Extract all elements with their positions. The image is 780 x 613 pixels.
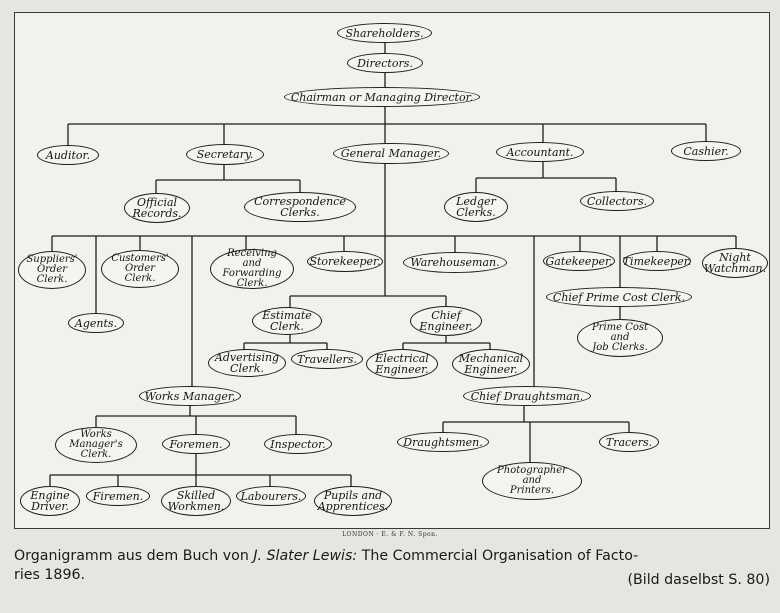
node-skilled-workmen: Skilled Workmen. xyxy=(161,486,231,516)
node-photographer-printers: Photographer and Printers. xyxy=(482,462,582,500)
node-night-watchman: Night Watchman. xyxy=(702,248,768,278)
node-foremen: Foremen. xyxy=(162,434,230,454)
node-official-records: Official Records. xyxy=(124,193,190,223)
node-receiving-forwarding-clerk: Receiving and Forwarding Clerk. xyxy=(210,249,294,289)
node-chief-prime-cost-clerk: Chief Prime Cost Clerk. xyxy=(546,287,692,307)
caption-author: J. Slater Lewis: xyxy=(253,548,358,564)
caption-reference: (Bild daselbst S. 80) xyxy=(627,572,770,588)
caption-line2: ries 1896. xyxy=(14,567,86,583)
node-agents: Agents. xyxy=(68,313,124,333)
node-general-manager: General Manager. xyxy=(333,143,449,164)
node-secretary: Secretary. xyxy=(186,144,264,165)
node-firemen: Firemen. xyxy=(86,486,150,506)
node-collectors: Collectors. xyxy=(580,191,654,211)
node-labourers: Labourers. xyxy=(236,486,306,506)
node-correspondence-clerks: Correspondence Clerks. xyxy=(244,192,356,222)
node-works-managers-clerk: Works Manager's Clerk. xyxy=(55,427,137,463)
node-gatekeeper: Gatekeeper. xyxy=(543,251,615,271)
node-advertising-clerk: Advertising Clerk. xyxy=(208,349,286,377)
node-ledger-clerks: Ledger Clerks. xyxy=(444,192,508,222)
node-draughtsmen: Draughtsmen. xyxy=(397,432,489,452)
node-travellers: Travellers. xyxy=(291,349,363,369)
node-timekeeper: Timekeeper. xyxy=(623,251,691,271)
node-chief-engineer: Chief Engineer. xyxy=(410,306,482,336)
node-warehouseman: Warehouseman. xyxy=(403,252,507,273)
node-shareholders: Shareholders. xyxy=(337,23,432,43)
node-inspector: Inspector. xyxy=(264,434,332,454)
node-accountant: Accountant. xyxy=(496,142,584,162)
node-auditor: Auditor. xyxy=(37,145,99,165)
caption-title: The Commercial Organisation of Facto- xyxy=(357,548,639,564)
imprint: LONDON · E. & F. N. Spon. xyxy=(342,531,438,538)
node-prime-cost-job-clerks: Prime Cost and Job Clerks. xyxy=(577,319,663,357)
node-suppliers-order-clerk: Suppliers' Order Clerk. xyxy=(18,251,86,289)
node-tracers: Tracers. xyxy=(599,432,659,452)
node-mechanical-engineer: Mechanical Engineer. xyxy=(452,349,530,379)
node-works-manager: Works Manager. xyxy=(139,386,241,406)
node-directors: Directors. xyxy=(347,53,423,73)
node-engine-driver: Engine Driver. xyxy=(20,486,80,516)
node-electrical-engineer: Electrical Engineer. xyxy=(366,349,438,379)
node-chairman: Chairman or Managing Director. xyxy=(284,87,480,107)
node-storekeeper: Storekeeper. xyxy=(307,251,383,272)
node-estimate-clerk: Estimate Clerk. xyxy=(252,307,322,335)
caption-prefix: Organigramm aus dem Buch von xyxy=(14,548,254,564)
node-cashier: Cashier. xyxy=(671,141,741,161)
node-chief-draughtsman: Chief Draughtsman. xyxy=(463,386,591,406)
node-pupils-apprentices: Pupils and Apprentices. xyxy=(314,486,392,516)
node-customers-order-clerk: Customers' Order Clerk. xyxy=(101,250,179,288)
